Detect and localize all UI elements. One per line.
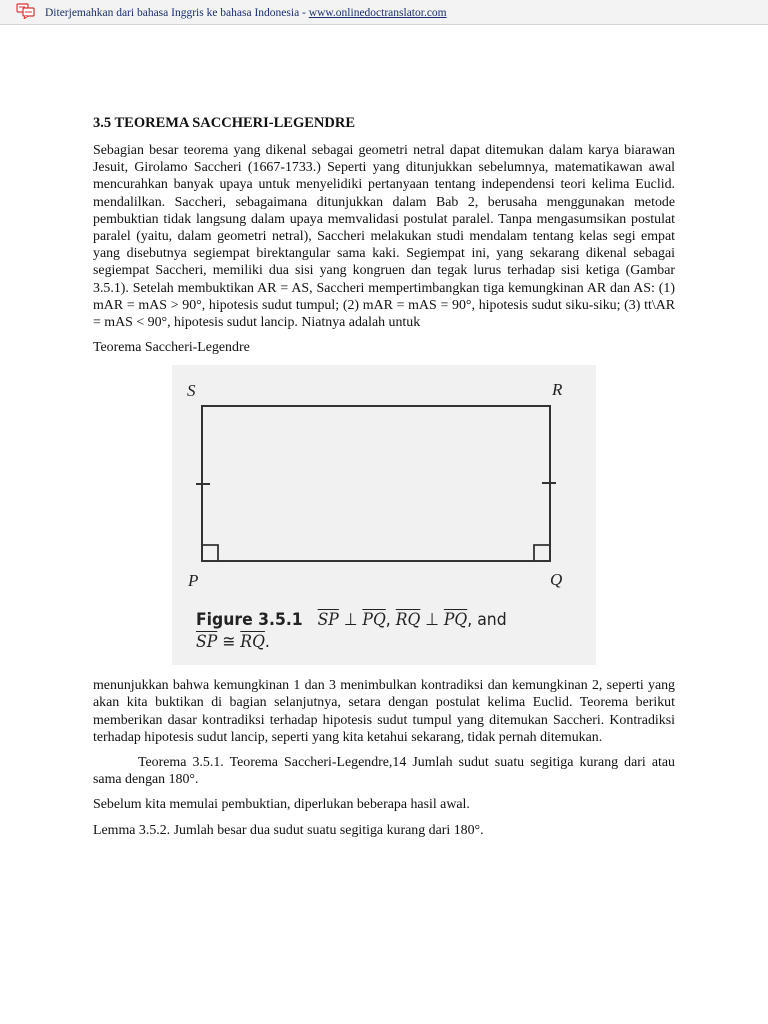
translator-link[interactable]: www.onlinedoctranslator.com <box>308 7 447 19</box>
lemma-3-5-2: Lemma 3.5.2. Jumlah besar dua sudut suatu segitiga kurang dari 180°. <box>93 822 484 838</box>
and-text: , and <box>467 610 507 631</box>
banner-message: Diterjemahkan dari bahasa Inggris ke bahasa Indonesia - <box>45 7 309 19</box>
perp-symbol: ⊥ <box>338 610 363 631</box>
figure-title-line: Teorema Saccheri-Legendre <box>93 340 250 356</box>
segment-rq-2: $\overline{RQ}$ <box>240 632 265 653</box>
right-angle-mark-p <box>202 545 218 561</box>
comma: , <box>385 610 396 631</box>
document-body <box>93 115 675 847</box>
paragraph-continuation: menunjukkan bahwa kemungkinan 1 dan 3 menimbulkan kontradiksi dan kemungkinan 2, seperti yang akan kita buktikan di bagian selanjutnya, setara dengan postulat kelima Euclid. Teorema berikut memberikan dasar kontradiksi terhadap hipotesis sudut tumpul yang ditemukan Saccheri. Kontradiksi terhadap hipotesis sudut lancip, seperti yang kita ketahui sekarang, tidak pernah ditemukan. <box>93 678 675 745</box>
vertex-label-p: P <box>188 571 199 591</box>
segment-pq-2: $\overline{PQ}$ <box>443 610 468 631</box>
period: . <box>264 632 270 653</box>
translator-logo-icon <box>16 3 36 19</box>
perp-symbol-2: ⊥ <box>420 610 444 631</box>
theorem-3-5-1: Teorema 3.5.1. Teorema Saccheri-Legendre,14 Jumlah sudut suatu segitiga kurang dari atau sama dengan 180°. <box>93 755 675 788</box>
quadrilateral-shape <box>202 406 550 561</box>
figure-caption <box>196 609 555 653</box>
translation-banner <box>0 0 768 25</box>
right-angle-mark-q <box>534 545 550 561</box>
section-heading: 3.5 TEOREMA SACCHERI-LEGENDRE <box>93 115 355 131</box>
figure-saccheri-quadrilateral <box>172 365 596 665</box>
banner-text <box>45 1 447 25</box>
vertex-label-s: S <box>187 381 196 401</box>
vertex-label-r: R <box>552 380 563 400</box>
figure-number: Figure 3.5.1 <box>196 610 303 631</box>
segment-pq: $\overline{PQ}$ <box>362 610 386 631</box>
vertex-label-q: Q <box>550 570 563 590</box>
paragraph-intro: Sebagian besar teorema yang dikenal sebagai geometri netral dapat ditemukan dalam karya biarawan Jesuit, Girolamo Saccheri (1667-1733.) Seperti yang ditunjukkan sebelumnya, matematikawan awal mencurahkan banyak upaya untuk menyelidiki pertanyaan tentang independensi teori kelima Euclid. mendalilkan. Saccheri, sebagaimana ditunjukkan dalam Bab 2, berusaha menggunakan metode pembuktian tidak langsung dalam upaya memvalidasi postulat paralel. Tanpa mengasumsikan postulat paralel (yaitu, dalam geometri netral), Saccheri melakukan studi mendalam tentang kelas segi empat yang disebutnya segiempat birektangular sama kaki. Segiempat ini, yang sekarang dikenal sebagai segiempat Saccheri, memiliki dua sisi yang kongruen dan tegak lurus terhadap sisi ketiga (Gambar 3.5.1). Setelah membuktikan AR = AS, Saccheri mempertimbangkan tiga kemungkinan AR dan AS: (1) mAR = mAS > 90°, hipotesis sudut tumpul; (2) mAR = mAS = 90°, hipotesis sudut siku-siku; (3) tt\AR = mAS < 90°, hipotesis sudut lancip. Niatnya adalah untuk <box>93 143 675 331</box>
segment-rq: $\overline{RQ}$ <box>395 610 421 631</box>
segment-sp-2: $\overline{SP}$ <box>196 632 218 653</box>
congruent-symbol: ≅ <box>217 632 241 653</box>
segment-sp: $\overline{SP}$ <box>317 610 339 631</box>
paragraph-preliminary: Sebelum kita memulai pembuktian, diperlukan beberapa hasil awal. <box>93 797 470 813</box>
